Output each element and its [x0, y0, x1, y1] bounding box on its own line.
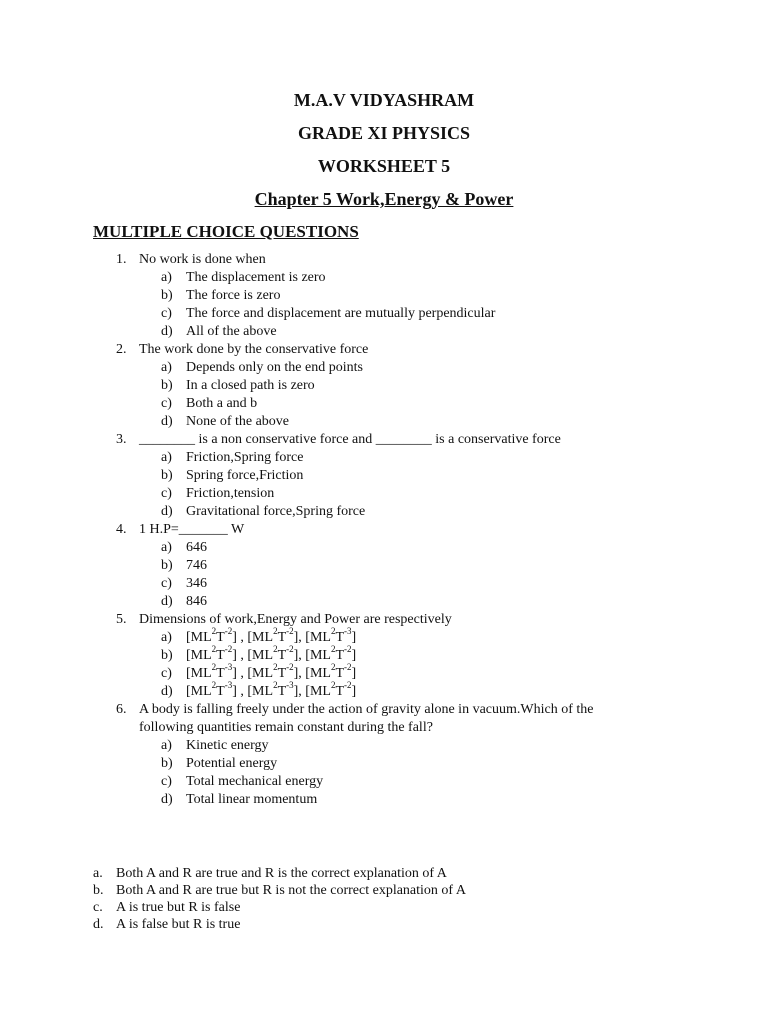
option-letter: a)	[161, 540, 172, 555]
option-letter: c)	[161, 306, 172, 321]
formula-text: [ML	[186, 684, 212, 699]
option-text: The displacement is zero	[186, 270, 326, 285]
formula-exponent: 2	[211, 626, 217, 637]
grade-title: GRADE XI PHYSICS	[297, 123, 471, 143]
question-number: 5.	[116, 612, 127, 627]
option-letter: c)	[161, 486, 172, 501]
question-number: 1.	[116, 252, 127, 267]
option-text: Depends only on the end points	[186, 360, 363, 375]
option-row	[0, 662, 768, 683]
answer-key-text: A is false but R is true	[116, 917, 241, 932]
option-row	[0, 305, 768, 323]
formula-text: T	[335, 648, 345, 663]
option-letter: b)	[161, 756, 173, 771]
question-row	[0, 341, 768, 359]
option-text: Gravitational force,Spring force	[186, 504, 366, 519]
option-row	[0, 287, 768, 305]
option-row	[0, 755, 768, 773]
option-row	[0, 644, 768, 665]
option-row	[0, 485, 768, 503]
formula-text: ]	[351, 630, 357, 645]
formula-text: T	[277, 684, 287, 699]
question-row	[0, 251, 768, 269]
option-row	[0, 359, 768, 377]
formula-text: T	[216, 666, 225, 681]
option-text: 746	[186, 558, 207, 573]
option-row	[0, 539, 768, 557]
option-text: Kinetic energy	[186, 738, 269, 753]
question-number: 6.	[116, 702, 127, 717]
formula-exponent: -2	[344, 662, 352, 673]
answer-key-item	[0, 916, 768, 933]
option-row	[0, 413, 768, 431]
option-text: The force and displacement are mutually perpendicular	[186, 306, 496, 321]
formula-text: T	[277, 630, 287, 645]
option-letter: d)	[161, 594, 173, 609]
question-row	[0, 521, 768, 539]
question-text: Dimensions of work,Energy and Power are respectively	[139, 612, 452, 627]
formula-exponent: -2	[224, 644, 233, 655]
option-letter: c)	[161, 576, 172, 591]
formula-text: ]	[351, 648, 357, 663]
formula-exponent: 2	[273, 644, 278, 655]
question-text: A body is falling freely under the action of gravity alone in vacuum.Which of the	[139, 702, 594, 717]
formula-text: ]	[351, 684, 357, 699]
formula-exponent: 2	[330, 662, 336, 673]
option-row	[0, 575, 768, 593]
formula-text: ]	[351, 666, 357, 681]
option-text: 846	[186, 594, 207, 609]
section-heading: MULTIPLE CHOICE QUESTIONS	[93, 222, 359, 241]
option-letter: c)	[161, 666, 172, 681]
formula-exponent: -2	[286, 644, 294, 655]
option-letter: b)	[161, 648, 173, 663]
question-row	[0, 719, 768, 737]
option-row	[0, 323, 768, 341]
question-number: 4.	[116, 522, 127, 537]
question-number: 2.	[116, 342, 127, 357]
option-text: Total linear momentum	[186, 792, 318, 807]
formula-text: T	[335, 630, 345, 645]
answer-key-item	[0, 865, 768, 882]
question-row	[0, 431, 768, 449]
formula-exponent: 2	[273, 626, 278, 637]
option-letter: d)	[161, 324, 173, 339]
option-row	[0, 593, 768, 611]
question-text: ________ is a non conservative force and ________ is a conservative force	[139, 432, 561, 447]
formula-exponent: 2	[211, 662, 217, 673]
formula-exponent: 2	[211, 644, 217, 655]
question-text: No work is done when	[139, 252, 266, 267]
answer-key-text: A is true but R is false	[116, 900, 241, 915]
option-row	[0, 773, 768, 791]
formula-text: T	[335, 666, 345, 681]
formula-text: T	[277, 666, 287, 681]
formula-text: ] , [ML	[232, 666, 274, 681]
question-number: 3.	[116, 432, 127, 447]
formula-text: [ML	[186, 666, 212, 681]
formula-exponent: -2	[344, 644, 352, 655]
option-letter: a)	[161, 738, 172, 753]
option-text: In a closed path is zero	[186, 378, 315, 393]
option-row	[0, 395, 768, 413]
option-row	[0, 467, 768, 485]
school-name: M.A.V VIDYASHRAM	[293, 90, 475, 110]
formula-text: ], [ML	[293, 684, 331, 699]
answer-key-letter: b.	[93, 883, 104, 898]
question-row	[0, 701, 768, 719]
formula-text: ], [ML	[293, 666, 331, 681]
option-text: Both a and b	[186, 396, 258, 411]
formula-exponent: -3	[286, 680, 294, 691]
formula-text: [ML	[186, 648, 212, 663]
option-text: The force is zero	[186, 288, 281, 303]
formula-exponent: -3	[224, 662, 233, 673]
formula-text: [ML	[186, 630, 212, 645]
formula-text: ], [ML	[293, 648, 331, 663]
formula-exponent: 2	[211, 680, 217, 691]
option-text: None of the above	[186, 414, 290, 429]
chapter-title: Chapter 5 Work,Energy & Power	[254, 189, 514, 209]
option-row	[0, 377, 768, 395]
formula-text: T	[216, 648, 225, 663]
answer-key-letter: a.	[93, 866, 103, 881]
option-row	[0, 269, 768, 287]
option-letter: b)	[161, 288, 173, 303]
formula-text: T	[216, 630, 225, 645]
formula-exponent: 2	[330, 680, 336, 691]
option-formula	[186, 680, 357, 701]
answer-key-letter: c.	[93, 900, 103, 915]
option-letter: c)	[161, 396, 172, 411]
formula-exponent: 2	[330, 644, 336, 655]
option-text: Total mechanical energy	[186, 774, 324, 789]
formula-text: ], [ML	[293, 630, 331, 645]
formula-exponent: -2	[344, 680, 352, 691]
formula-exponent: -3	[344, 626, 352, 637]
option-letter: b)	[161, 378, 173, 393]
question-text: following quantities remain constant during the fall?	[139, 720, 433, 735]
option-text: Potential energy	[186, 756, 278, 771]
formula-text: T	[216, 684, 225, 699]
option-text: 346	[186, 576, 207, 591]
answer-key-letter: d.	[93, 917, 104, 932]
option-text: Spring force,Friction	[186, 468, 304, 483]
option-row	[0, 791, 768, 809]
option-text: All of the above	[186, 324, 277, 339]
option-row	[0, 557, 768, 575]
option-letter: a)	[161, 360, 172, 375]
option-row	[0, 503, 768, 521]
option-text: 646	[186, 540, 207, 555]
option-row	[0, 626, 768, 647]
option-letter: c)	[161, 774, 172, 789]
answer-key-list	[0, 865, 768, 933]
answer-key-item	[0, 882, 768, 899]
formula-text: ] , [ML	[232, 648, 274, 663]
option-row	[0, 737, 768, 755]
formula-exponent: 2	[273, 662, 278, 673]
answer-key-text: Both A and R are true and R is the correct explanation of A	[116, 866, 447, 881]
question-text: The work done by the conservative force	[139, 342, 369, 357]
formula-exponent: 2	[330, 626, 336, 637]
option-letter: d)	[161, 792, 173, 807]
option-row	[0, 680, 768, 701]
worksheet-title: WORKSHEET 5	[317, 156, 451, 176]
formula-text: T	[335, 684, 345, 699]
answer-key-item	[0, 899, 768, 916]
question-row	[0, 611, 768, 629]
option-letter: d)	[161, 684, 173, 699]
formula-exponent: -2	[286, 662, 294, 673]
formula-text: ] , [ML	[232, 684, 274, 699]
option-letter: a)	[161, 270, 172, 285]
formula-exponent: -2	[224, 626, 233, 637]
formula-exponent: -3	[224, 680, 233, 691]
option-letter: d)	[161, 504, 173, 519]
option-letter: a)	[161, 630, 172, 645]
option-text: Friction,Spring force	[186, 450, 304, 465]
option-letter: a)	[161, 450, 172, 465]
formula-text: T	[277, 648, 287, 663]
option-letter: b)	[161, 558, 173, 573]
answer-key-text: Both A and R are true but R is not the correct explanation of A	[116, 883, 466, 898]
question-text: 1 H.P=_______ W	[139, 522, 245, 537]
option-row	[0, 449, 768, 467]
option-text: Friction,tension	[186, 486, 275, 501]
formula-exponent: 2	[273, 680, 278, 691]
question-list	[0, 251, 768, 809]
formula-text: ] , [ML	[232, 630, 274, 645]
option-letter: d)	[161, 414, 173, 429]
option-letter: b)	[161, 468, 173, 483]
formula-exponent: -2	[286, 626, 294, 637]
